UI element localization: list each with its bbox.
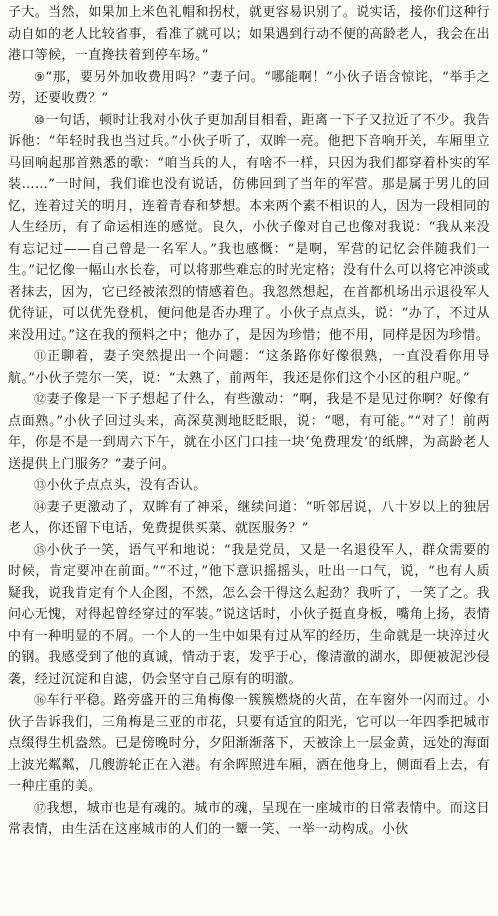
paragraph-13 [8,475,490,497]
paragraph-number: ⑫ [34,392,47,406]
paragraph-text: 妻子更激动了，双眸有了神采，继续问道：“听邻居说，八十岁以上的独居老人，你还留下电话，免费提供买菜、就医服务？” [8,499,490,536]
paragraph-number: ⑯ [34,693,47,707]
paragraph-number: ⑬ [34,478,47,492]
paragraph-10 [8,110,490,347]
paragraph-14 [8,497,490,540]
paragraph-text: 车行平稳。路旁盛开的三角梅像一簇簇燃烧的火苗，在车窗外一闪而过。小伙子告诉我们，三角梅是三亚的市花，只要有适宜的阳光，它可以一年四季把城市点缀得生机盎然。已是傍晚时分，夕阳渐渐落下，天被涂上一层金黄，远处的海面上波光粼粼，几艘游轮正在入港。有余晖照进车厢，洒在他身上，侧面看上去，有一种庄重的美。 [8,693,490,794]
paragraph-number: ⑮ [34,542,47,557]
paragraph-number: ⑭ [34,499,47,514]
paragraph-text: 我想，城市也是有魂的。城市的魂，呈现在一座城市的日常表情中。而这日常表情，由生活在这座城市的人们的一颦一笑、一举一动构成。小伙 [8,800,490,837]
paragraph-text: 正聊着，妻子突然提出一个问题：“这条路你好像很熟，一直没看你用导航。”小伙子莞尔一笑，说：“太熟了，前两年，我还是你们这个小区的租户呢。” [8,349,490,386]
paragraph-text: 小伙子一笑，语气平和地说：“我是党员，又是一名退役军人，群众需要的时候，肯定要冲在前面。”“不过，”他下意识摇摇头，吐出一口气，说，“也有人质疑我，说我肯定有个人企图，不然，怎么会干得这么起劲？我听了，一笑了之。我问心无愧，对得起曾经穿过的军装。”说这话时，小伙子挺直身板，嘴角上扬，表情中有一种明显的不屑。一个人的一生中如果有过从军的经历，生命就是一块淬过火的钢。我感受到了他的真诚，情动于衷，发乎于心，像清澈的湖水，即便被泥沙侵袭，经过沉淀和自滤，仍会坚守自己原有的明澈。 [8,542,490,687]
paragraph-number: ⑨ [34,69,46,84]
paragraph-15 [8,540,490,691]
paragraph-number: ⑩ [34,112,46,127]
paragraph-number: ⑰ [34,800,47,815]
paragraph-9 [8,67,490,110]
paragraph-12 [8,389,490,475]
paragraph-8-continued [8,2,490,67]
paragraph-text: 子大。当然，如果加上米色礼帽和拐杖，就更容易识别了。说实话，接你们这种行动自如的老人比较省事，看准了就可以；如果遇到行动不便的高龄老人，我会在出港口等候，一直搀扶着到停车场。” [8,5,490,63]
paragraph-text: 小伙子点点头，没有否认。 [46,478,207,493]
paragraph-text: “那，要另外加收费用吗？”妻子问。“哪能啊！”小伙子语含惊诧，“举手之劳，还要收费？” [8,69,491,106]
paragraph-number: ⑪ [34,349,48,363]
paragraph-text: 妻子像是一下子想起了什么，有些激动：“啊，我是不是见过你啊？好像有点面熟。”小伙子回过头来，高深莫测地眨眨眼，说：“嗯，有可能。”“对了！前两年，你是不是一到周六下午，就在小区门口挂一块‘免费理发’的纸牌，为高龄老人送提供上门服务？”妻子问。 [8,392,490,472]
paragraph-text: 一句话，顿时让我对小伙子更加刮目相看，距离一下子又拉近了不少。我告诉他：“年轻时我也当过兵。”小伙子听了，双眸一亮。他把下音响开关，车厢里立马回响起那首熟悉的歌：“咱当兵的人，有啥不一样，只因为我们都穿着朴实的军装……”一时间，我们谁也没有说话，仿佛回到了当年的军营。那是属于男儿的回忆，连着过关的明月，连着青春和梦想。本来两个素不相识的人，因为一段相同的人生经历，有了命运相连的感觉。良久，小伙子像对自己也像对我说：“我从来没有忘记过——自己曾是一名军人。”我也感慨：“是啊，军营的记忆会伴随我们一生。”记忆像一幅山水长卷，可以将那些难忘的时光定格；没有什么可以将它冲淡或者抹去，因为，它已经被浓烈的情感着色。我忽然想起，在首都机场出示退役军人优待证，可以优先登机，便问他是否办理了。小伙子点点头，说：“办了，不过从来没用过。”这在我的预料之中；他办了，是因为珍惜；他不用，同样是因为珍惜。 [8,112,490,343]
paragraph-17 [8,798,490,841]
paragraph-11 [8,346,490,389]
paragraph-16 [8,690,490,798]
